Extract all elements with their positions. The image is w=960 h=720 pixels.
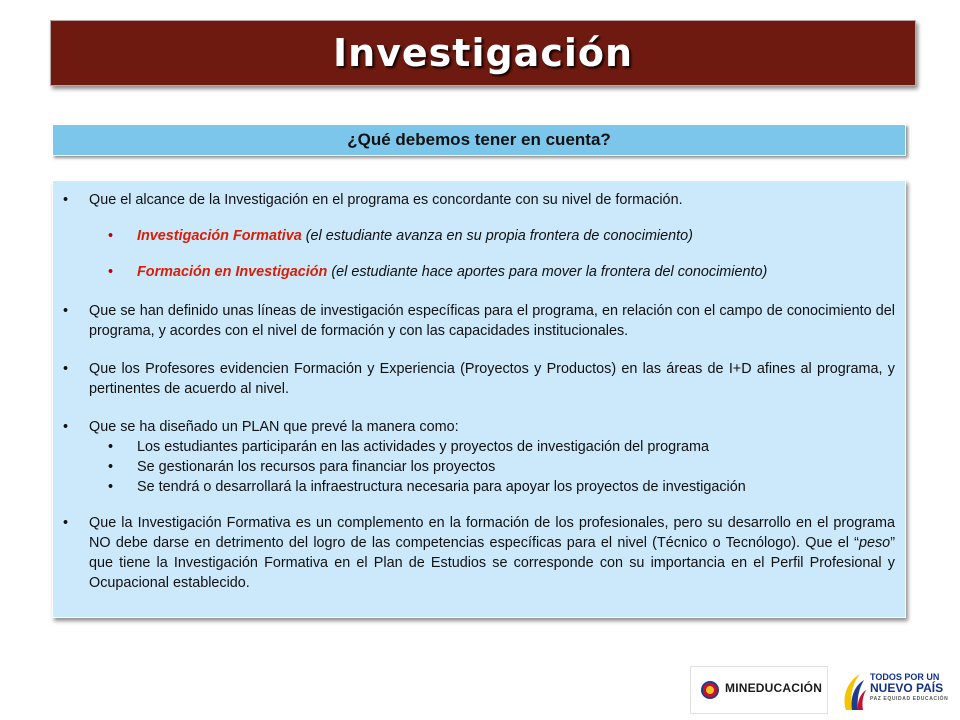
bullet-text: Que la Investigación Formativa es un complemento en la formación de los profesionales, pero su desarrollo en el programa NO debe darse en detrimento del logro de las competencias específicas para el nivel (Técnico o Tecnólogo). Que el “ <box>89 515 895 551</box>
bullet-icon: • <box>63 303 69 319</box>
sub-bullet-students <box>108 437 877 457</box>
bullet-text: Que el alcance de la Investigación en el programa es concordante con su nivel de formación. <box>89 192 683 208</box>
term-peso: peso <box>858 535 891 551</box>
sub-bullet-text: Se tendrá o desarrollará la infraestructura necesaria para apoyar los proyectos de investigación <box>137 479 746 495</box>
footer-logos <box>690 666 950 716</box>
page-title: Investigación <box>332 31 634 75</box>
coat-of-arms-icon <box>701 681 719 699</box>
tagline-text: PAZ EQUIDAD EDUCACIÓN <box>870 696 949 702</box>
sub-bullet-text: (el estudiante hace aportes para mover la frontera del conocimiento) <box>327 264 768 280</box>
bullet-icon: • <box>108 479 114 495</box>
bullet-icon: • <box>108 459 114 475</box>
todos-por-un-nuevo-pais-logo <box>870 672 948 705</box>
term-investigacion-formativa: Investigación Formativa <box>137 228 302 244</box>
sub-bullet-text: (el estudiante avanza en su propia frontera de conocimiento) <box>301 228 693 244</box>
bullet-plan <box>63 417 895 437</box>
bullet-text: Que se ha diseñado un PLAN que prevé la manera como: <box>89 419 459 435</box>
sub-bullet-resources <box>108 457 877 477</box>
nuevo-pais-text: NUEVO PAÍS <box>870 681 944 695</box>
sub-bullet-text: Se gestionarán los recursos para financiar los proyectos <box>137 459 496 475</box>
bullet-professors <box>63 359 895 399</box>
colombia-flag-swirl-icon <box>840 670 866 712</box>
sub-bullet-research-training <box>108 262 877 282</box>
bullet-icon: • <box>108 228 114 244</box>
section-subtitle: ¿Qué debemos tener en cuenta? <box>347 130 611 149</box>
bullet-icon: • <box>108 264 114 280</box>
bullet-scope <box>63 190 889 210</box>
term-formacion-investigacion: Formación en Investigación <box>137 264 328 280</box>
bullet-text: Que se han definido unas líneas de investigación específicas para el programa, en relación con el campo de conocimiento del programa, y acordes con el nivel de formación y con las capacidades institucionales. <box>89 303 895 339</box>
bullet-icon: • <box>63 515 69 531</box>
bullet-formative-complement <box>63 513 895 593</box>
sub-bullet-infrastructure <box>108 477 877 497</box>
sub-bullet-text: Los estudiantes participarán en las actividades y proyectos de investigación del programa <box>137 439 709 455</box>
todos-por-un-text: TODOS POR UN <box>870 672 940 682</box>
bullet-icon: • <box>63 419 69 435</box>
bullet-text: ” que tiene la Investigación Formativa en el Plan de Estudios se corresponde con su importancia en el Perfil Profesional y Ocupacional establecido. <box>89 535 895 591</box>
bullet-icon: • <box>63 192 69 208</box>
title-banner <box>50 20 916 86</box>
subtitle-banner <box>52 124 906 156</box>
mineducacion-text: MINEDUCACIÓN <box>725 681 823 695</box>
sub-bullet-formative <box>108 226 877 246</box>
bullet-research-lines <box>63 301 895 341</box>
content-panel <box>52 180 906 618</box>
mineducacion-logo <box>690 666 828 714</box>
bullet-text: Que los Profesores evidencien Formación y Experiencia (Proyectos y Productos) en las áreas de I+D afines al programa, y pertinentes de acuerdo al nivel. <box>89 361 895 397</box>
bullet-icon: • <box>63 361 69 377</box>
bullet-icon: • <box>108 439 114 455</box>
